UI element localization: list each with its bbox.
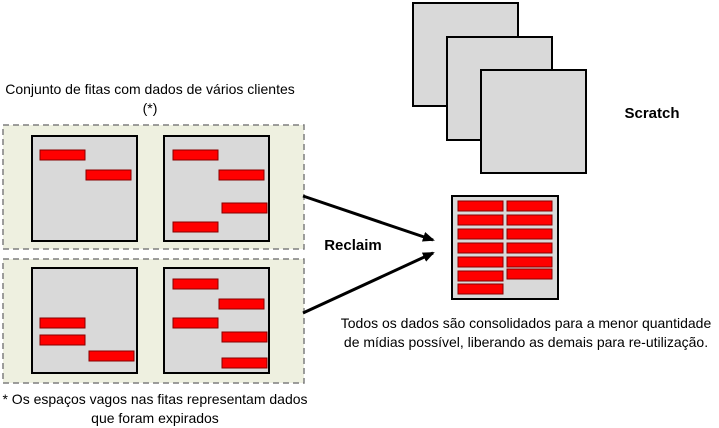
reclaim-label: Reclaim	[324, 237, 382, 254]
data-block	[507, 257, 552, 267]
reclaim-arrow-top	[303, 196, 433, 240]
data-block	[458, 271, 503, 281]
data-block	[173, 222, 218, 232]
data-block	[507, 215, 552, 225]
data-block	[458, 215, 503, 225]
data-block	[40, 150, 85, 160]
data-block	[458, 257, 503, 267]
data-block	[222, 358, 267, 368]
data-block	[507, 269, 552, 279]
expired-footnote: * Os espaços vagos nas fitas representam dados que foram expirados	[2, 391, 308, 426]
data-block	[222, 203, 267, 213]
data-block	[507, 243, 552, 253]
data-block	[173, 150, 218, 160]
data-block	[219, 299, 264, 309]
consolidated-tape	[452, 196, 558, 299]
scratch-label: Scratch	[624, 105, 680, 122]
tape-cartridge	[164, 268, 269, 373]
data-block	[173, 279, 218, 289]
consolidation-caption: Todos os dados são consolidados para a menor quantidade de mídias possível, liberando as demais para re-utilização.	[340, 315, 712, 350]
scratch-tape-stack	[413, 3, 586, 173]
data-block	[458, 201, 503, 211]
data-block	[507, 201, 552, 211]
data-block	[219, 170, 264, 180]
data-block	[86, 170, 131, 180]
tape-set-caption: Conjunto de fitas com dados de vários clientes (*)	[5, 81, 295, 116]
data-block	[222, 332, 267, 342]
data-block	[458, 284, 503, 294]
data-block	[458, 243, 503, 253]
data-block	[89, 351, 134, 361]
reclaim-arrow-bottom	[303, 253, 433, 313]
tape-cartridge	[32, 268, 137, 373]
data-block	[458, 229, 503, 239]
data-block	[40, 335, 85, 345]
data-block	[173, 318, 218, 328]
data-block	[40, 318, 85, 328]
tape-cartridge	[32, 136, 137, 241]
tape-cartridge	[164, 136, 269, 241]
data-block	[507, 229, 552, 239]
